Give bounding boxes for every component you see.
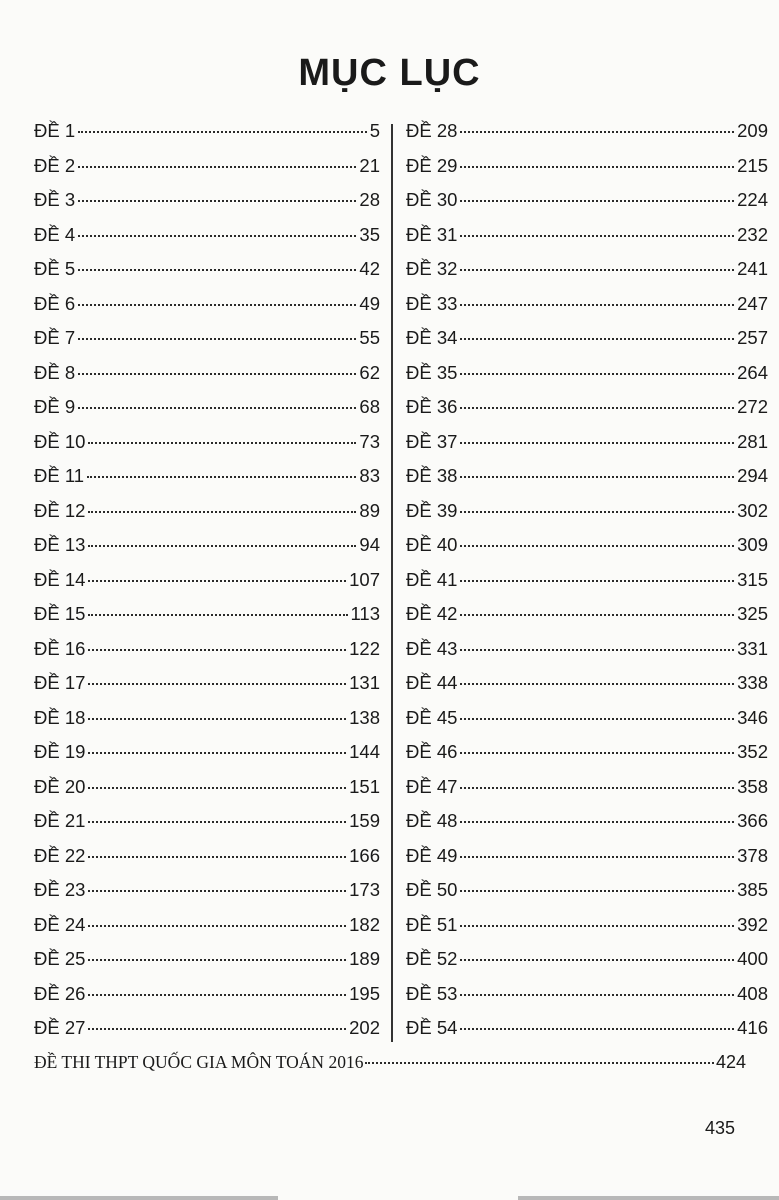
toc-entry-label: ĐỀ 15: [34, 603, 86, 624]
dot-leader: [88, 821, 346, 823]
column-divider: [391, 124, 393, 1042]
toc-entry[interactable]: [406, 1017, 768, 1052]
dot-leader: [88, 442, 356, 444]
toc-entry-page: 378: [737, 844, 768, 866]
toc-entry[interactable]: [406, 224, 768, 259]
toc-entry-page: 385: [737, 879, 768, 900]
dot-leader: [78, 304, 356, 306]
dot-leader: [88, 925, 346, 927]
toc-entry[interactable]: [34, 258, 380, 293]
toc-entry-label: ĐỀ 41: [406, 568, 458, 590]
dot-leader: [78, 269, 356, 271]
page-title: MỤC LỤC: [298, 52, 481, 94]
toc-entry-page: 215: [737, 154, 768, 176]
toc-entry-label: ĐỀ 27: [34, 1017, 86, 1038]
toc-entry[interactable]: [406, 983, 768, 1018]
toc-entry-page: 315: [737, 568, 768, 590]
toc-entry-page: 352: [737, 741, 768, 762]
toc-entry-label: ĐỀ 17: [34, 672, 86, 693]
scan-edge-left: [0, 1196, 278, 1200]
toc-entry-page: 294: [737, 465, 768, 486]
toc-entry-label: ĐỀ 24: [34, 913, 86, 935]
toc-entry-label: ĐỀ 25: [34, 948, 86, 969]
dot-leader: [460, 476, 734, 478]
dot-leader: [88, 787, 346, 789]
toc-entry-label: ĐỀ 45: [406, 706, 458, 728]
toc-entry-label: ĐỀ 10: [34, 430, 86, 452]
toc-entry-label: ĐỀ 42: [406, 603, 458, 624]
toc-entry-label: ĐỀ 26: [34, 982, 86, 1004]
toc-entry-page: 281: [737, 430, 768, 452]
toc-entry-label: ĐỀ 30: [406, 189, 458, 210]
toc-entry-page: 257: [737, 327, 768, 348]
toc-entry-label: ĐỀ 53: [406, 982, 458, 1004]
toc-entry-label: ĐỀ 9: [34, 396, 76, 417]
toc-entry-page: 144: [349, 741, 380, 762]
toc-entry[interactable]: [406, 741, 768, 776]
dot-leader: [88, 649, 346, 651]
toc-entry-page: 358: [737, 775, 768, 797]
dot-leader: [88, 959, 346, 961]
toc-entry-page: 62: [359, 361, 380, 383]
toc-entry-label: ĐỀ 22: [34, 844, 86, 866]
toc-entry-label: ĐỀ 1: [34, 120, 76, 141]
toc-entry-page: 331: [737, 637, 768, 659]
toc-entry[interactable]: [34, 396, 380, 431]
toc-entry-label: ĐỀ 44: [406, 672, 458, 693]
toc-entry[interactable]: [406, 500, 768, 535]
toc-entry[interactable]: [34, 810, 380, 845]
toc-entry[interactable]: [34, 327, 380, 362]
dot-leader: [460, 442, 734, 444]
toc-entry[interactable]: [406, 672, 768, 707]
toc-entry-page: 346: [737, 706, 768, 728]
toc-entry[interactable]: [34, 741, 380, 776]
toc-entry[interactable]: [34, 1017, 380, 1052]
toc-entry-page: 131: [349, 672, 380, 693]
toc-entry-label: ĐỀ 23: [34, 879, 86, 900]
toc-entry-page: 189: [349, 948, 380, 969]
toc-entry[interactable]: [406, 155, 768, 190]
toc-entry-page: 173: [349, 879, 380, 900]
toc-entry[interactable]: [34, 638, 380, 673]
toc-entry-label: ĐỀ 37: [406, 430, 458, 452]
toc-entry[interactable]: [34, 500, 380, 535]
dot-leader: [460, 304, 734, 306]
toc-entry[interactable]: [406, 327, 768, 362]
toc-entry-page: 416: [737, 1017, 768, 1038]
toc-entry-label: ĐỀ 32: [406, 258, 458, 279]
toc-entry[interactable]: [34, 569, 380, 604]
dot-leader: [78, 166, 356, 168]
toc-entry-label: ĐỀ 38: [406, 465, 458, 486]
toc-entry-label: ĐỀ 16: [34, 637, 86, 659]
dot-leader: [460, 649, 734, 651]
toc-entry[interactable]: [34, 534, 380, 569]
toc-entry-page: 159: [349, 810, 380, 831]
toc-entry[interactable]: [406, 603, 768, 638]
dot-leader: [460, 821, 734, 823]
toc-entry-label: ĐỀ 36: [406, 396, 458, 417]
dot-leader: [460, 752, 734, 754]
toc-entry[interactable]: [406, 879, 768, 914]
dot-leader: [78, 338, 356, 340]
toc-entry[interactable]: [406, 569, 768, 604]
toc-entry[interactable]: [34, 120, 380, 155]
toc-entry-label: ĐỀ 12: [34, 499, 86, 521]
dot-leader: [365, 1062, 714, 1064]
toc-entry-page: 89: [359, 499, 380, 521]
toc-entry-label: ĐỀ 33: [406, 292, 458, 314]
toc-entry[interactable]: [406, 362, 768, 397]
toc-entry-page: 325: [737, 603, 768, 624]
toc-entry[interactable]: [34, 189, 380, 224]
toc-entry-label: ĐỀ 19: [34, 741, 86, 762]
toc-entry-label: ĐỀ 48: [406, 810, 458, 831]
toc-entry-label: ĐỀ 40: [406, 534, 458, 555]
toc-entry-page: 241: [737, 258, 768, 279]
toc-entry-page: 408: [737, 982, 768, 1004]
toc-entry[interactable]: [406, 638, 768, 673]
dot-leader: [88, 580, 346, 582]
toc-entry[interactable]: [34, 776, 380, 811]
toc-entry-page: 151: [349, 775, 380, 797]
dot-leader: [78, 407, 356, 409]
toc-entry[interactable]: [34, 983, 380, 1018]
dot-leader: [78, 235, 356, 237]
toc-entry-page: 202: [349, 1017, 380, 1038]
toc-entry-page: 366: [737, 810, 768, 831]
dot-leader: [460, 959, 734, 961]
toc-entry-page: 5: [369, 120, 380, 141]
toc-entry-label: ĐỀ 47: [406, 775, 458, 797]
dot-leader: [460, 200, 734, 202]
toc-entry[interactable]: [34, 879, 380, 914]
toc-entry[interactable]: [406, 948, 768, 983]
toc-entry-page: 247: [737, 292, 768, 314]
toc-entry-label: ĐỀ 13: [34, 534, 86, 555]
toc-entry-page: 35: [359, 223, 380, 245]
toc-entry-label: ĐỀ 28: [406, 120, 458, 141]
toc-entry[interactable]: [34, 914, 380, 949]
toc-entry[interactable]: [406, 810, 768, 845]
toc-entry-page: 392: [737, 913, 768, 935]
toc-entry-page: 107: [349, 568, 380, 590]
toc-entry-label: ĐỀ 6: [34, 292, 76, 314]
toc-entry-page: 21: [359, 154, 380, 176]
toc-entry[interactable]: [406, 914, 768, 949]
toc-entry-label: ĐỀ 35: [406, 361, 458, 383]
toc-entry-page: 195: [349, 982, 380, 1004]
toc-entry-label: ĐỀ 18: [34, 706, 86, 728]
toc-entry-label: ĐỀ 3: [34, 189, 76, 210]
toc-entry[interactable]: [406, 431, 768, 466]
toc-entry-page: 122: [349, 637, 380, 659]
toc-entry[interactable]: [34, 465, 380, 500]
dot-leader: [88, 994, 346, 996]
toc-entry-page: 166: [349, 844, 380, 866]
toc-left-column: [34, 120, 380, 1052]
dot-leader: [460, 235, 734, 237]
dot-leader: [460, 166, 734, 168]
dot-leader: [87, 476, 356, 478]
toc-entry[interactable]: [34, 224, 380, 259]
dot-leader: [88, 1028, 346, 1030]
toc-entry[interactable]: [406, 396, 768, 431]
toc-entry-page: 302: [737, 499, 768, 521]
dot-leader: [460, 545, 734, 547]
dot-leader: [460, 614, 734, 616]
toc-entry-page: 424: [715, 1052, 746, 1072]
toc-entry[interactable]: [406, 845, 768, 880]
toc-entry-page: 94: [359, 534, 380, 555]
toc-entry-page: 73: [359, 430, 380, 452]
toc-entry[interactable]: [34, 845, 380, 880]
dot-leader: [460, 269, 734, 271]
toc-entry[interactable]: [34, 707, 380, 742]
toc-entry-label: ĐỀ THI THPT QUỐC GIA MÔN TOÁN 2016: [34, 1052, 364, 1072]
toc-entry-label: ĐỀ 29: [406, 154, 458, 176]
toc-entry[interactable]: [406, 776, 768, 811]
dot-leader: [88, 856, 346, 858]
toc-right-column: [406, 120, 768, 1052]
toc-entry-page: 138: [349, 706, 380, 728]
toc-entry-label: ĐỀ 7: [34, 327, 76, 348]
toc-entry[interactable]: [406, 465, 768, 500]
toc-entry[interactable]: [34, 672, 380, 707]
dot-leader: [460, 407, 734, 409]
toc-entry-page: 264: [737, 361, 768, 383]
toc-entry-label: ĐỀ 52: [406, 948, 458, 969]
toc-entry-label: ĐỀ 43: [406, 637, 458, 659]
toc-entry-page: 232: [737, 223, 768, 245]
toc-entry-label: ĐỀ 8: [34, 361, 76, 383]
toc-entry-page: 182: [349, 913, 380, 935]
toc-entry-page: 42: [359, 258, 380, 279]
toc-entry-page: 209: [737, 120, 768, 141]
dot-leader: [88, 683, 346, 685]
dot-leader: [88, 511, 356, 513]
dot-leader: [460, 131, 734, 133]
dot-leader: [460, 718, 734, 720]
toc-entry-page: 113: [350, 603, 380, 624]
dot-leader: [88, 614, 347, 616]
toc-entry[interactable]: [406, 189, 768, 224]
toc-entry[interactable]: [34, 431, 380, 466]
toc-entry-exam-2016[interactable]: [34, 1052, 746, 1073]
dot-leader: [460, 683, 734, 685]
dot-leader: [460, 511, 734, 513]
toc-entry-label: ĐỀ 54: [406, 1017, 458, 1038]
toc-entry-page: 83: [359, 465, 380, 486]
toc-entry-label: ĐỀ 5: [34, 258, 76, 279]
toc-entry-page: 55: [359, 327, 380, 348]
toc-entry-label: ĐỀ 49: [406, 844, 458, 866]
toc-entry-page: 400: [737, 948, 768, 969]
toc-entry-label: ĐỀ 51: [406, 913, 458, 935]
dot-leader: [78, 373, 356, 375]
dot-leader: [460, 1028, 734, 1030]
toc-entry-label: ĐỀ 50: [406, 879, 458, 900]
toc-entry-label: ĐỀ 31: [406, 223, 458, 245]
dot-leader: [78, 131, 367, 133]
dot-leader: [460, 580, 734, 582]
scan-edge-right: [518, 1196, 779, 1200]
toc-entry-page: 309: [737, 534, 768, 555]
toc-entry-page: 338: [737, 672, 768, 693]
dot-leader: [460, 338, 734, 340]
dot-leader: [460, 856, 734, 858]
toc-entry-page: 224: [737, 189, 768, 210]
dot-leader: [460, 787, 734, 789]
toc-entry[interactable]: [34, 948, 380, 983]
dot-leader: [88, 752, 346, 754]
dot-leader: [88, 545, 356, 547]
dot-leader: [78, 200, 356, 202]
toc-entry-page: 272: [737, 396, 768, 417]
toc-entry-label: ĐỀ 39: [406, 499, 458, 521]
toc-entry[interactable]: [34, 293, 380, 328]
dot-leader: [460, 373, 734, 375]
dot-leader: [88, 890, 346, 892]
toc-entry-label: ĐỀ 2: [34, 154, 76, 176]
toc-entry[interactable]: [406, 534, 768, 569]
toc-entry-page: 49: [359, 292, 380, 314]
dot-leader: [460, 925, 734, 927]
dot-leader: [460, 890, 734, 892]
dot-leader: [88, 718, 346, 720]
toc-entry[interactable]: [34, 155, 380, 190]
toc-entry-label: ĐỀ 46: [406, 741, 458, 762]
toc-entry[interactable]: [406, 120, 768, 155]
toc-entry[interactable]: [34, 362, 380, 397]
toc-entry[interactable]: [406, 258, 768, 293]
toc-entry-label: ĐỀ 4: [34, 223, 76, 245]
toc-entry-label: ĐỀ 20: [34, 775, 86, 797]
page-number: 435: [704, 1118, 735, 1138]
toc-entry-page: 28: [359, 189, 380, 210]
toc-entry[interactable]: [406, 707, 768, 742]
toc-entry-label: ĐỀ 14: [34, 568, 86, 590]
toc-entry-label: ĐỀ 21: [34, 810, 86, 831]
toc-entry-label: ĐỀ 11: [34, 465, 85, 486]
toc-entry-label: ĐỀ 34: [406, 327, 458, 348]
toc-entry[interactable]: [406, 293, 768, 328]
dot-leader: [460, 994, 734, 996]
toc-entry-page: 68: [359, 396, 380, 417]
toc-entry[interactable]: [34, 603, 380, 638]
